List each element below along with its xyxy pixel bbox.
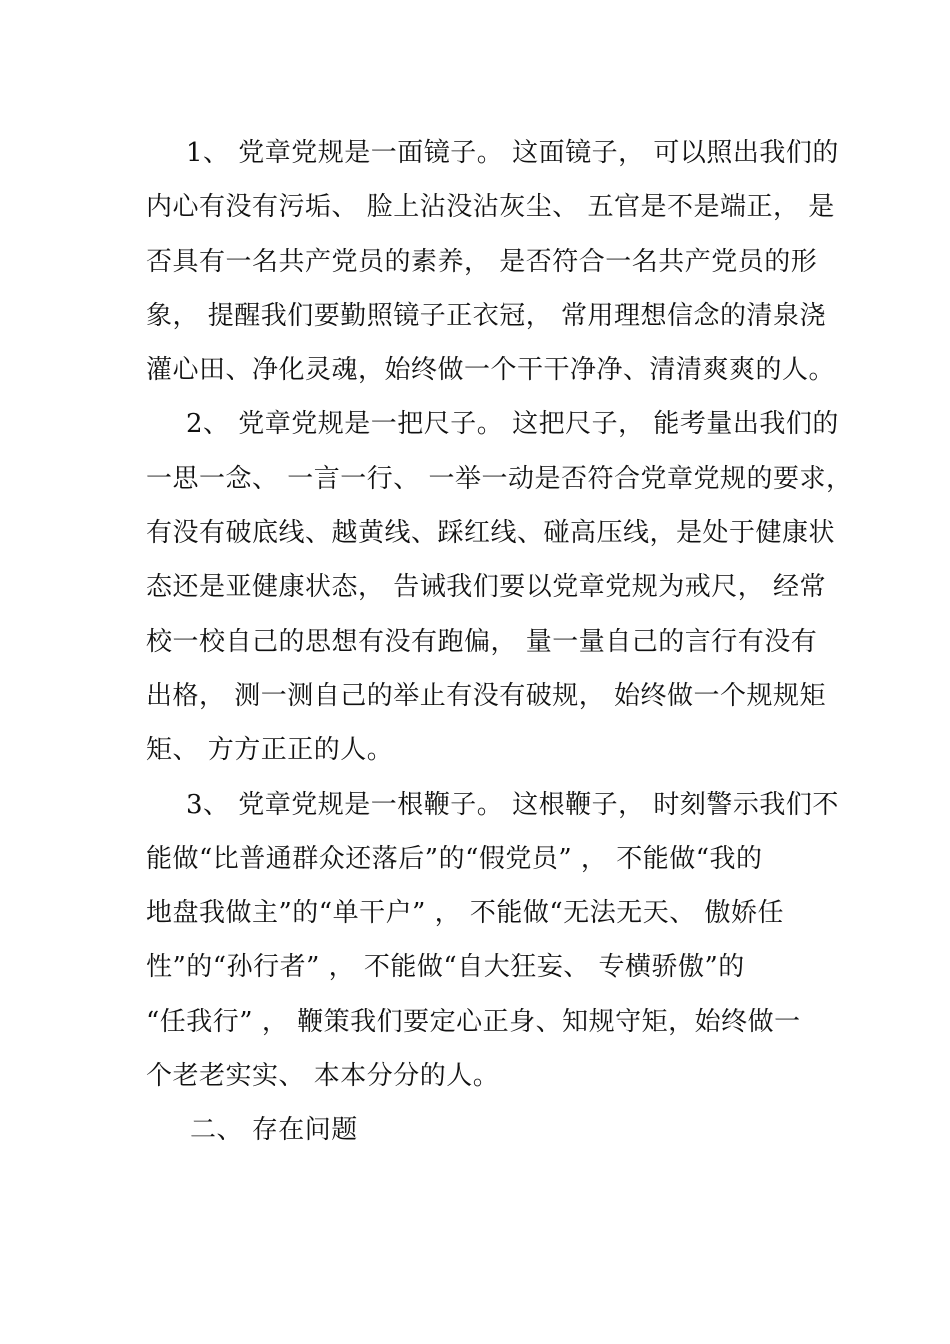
paragraph-2-line-5: 校一校自己的思想有没有跑偏， 量一量自己的言行有没有 (146, 626, 818, 657)
paragraph-2-line-1: 2、 党章党规是一把尺子。 这把尺子， 能考量出我们的 (186, 409, 839, 440)
paragraph-2-line-3: 有没有破底线、越黄线、踩红线、碰高压线，是处于健康状 (146, 518, 836, 549)
section-heading: 二、 存在问题 (190, 1115, 358, 1146)
paragraph-2-line-4: 态还是亚健康状态， 告诫我们要以党章党规为戒尺， 经常 (146, 572, 827, 603)
paragraph-3-line-3: 地盘我做主”的“单干户” ， 不能做“无法无天、 傲娇任 (146, 898, 784, 929)
paragraph-1-line-3: 否具有一名共产党员的素养， 是否符合一名共产党员的形 (146, 246, 818, 277)
paragraph-3-line-1: 3、 党章党规是一根鞭子。 这根鞭子， 时刻警示我们不 (186, 789, 839, 820)
paragraph-2-line-6: 出格， 测一测自己的举止有没有破规， 始终做一个规规矩 (146, 680, 827, 711)
paragraph-3-line-6: 个老老实实、 本本分分的人。 (146, 1061, 500, 1092)
paragraph-1-line-1: 1、 党章党规是一面镜子。 这面镜子， 可以照出我们的 (186, 138, 839, 168)
document-body (146, 126, 853, 1158)
paragraph-2-line-7: 矩、 方方正正的人。 (146, 735, 394, 766)
paragraph-3-line-4: 性”的“孙行者” ， 不能做“自大狂妄、 专横骄傲”的 (146, 952, 745, 983)
paragraph-3-line-2: 能做“比普通群众还落后”的“假党员” ， 不能做“我的 (146, 843, 763, 874)
paragraph-1-line-5: 灌心田、净化灵魂，始终做一个干干净净、清清爽爽的人。 (146, 355, 836, 386)
paragraph-3-line-5: “任我行” ， 鞭策我们要定心正身、知规守矩，始终做一 (146, 1006, 801, 1037)
paragraph-1-line-2: 内心有没有污垢、 脸上沾没沾灰尘、 五官是不是端正， 是 (146, 192, 835, 223)
paragraph-2-line-2: 一思一念、 一言一行、 一举一动是否符合党章党规的要求， (146, 463, 853, 494)
paragraph-1-line-4: 象， 提醒我们要勤照镜子正衣冠， 常用理想信念的清泉浇 (146, 300, 827, 331)
